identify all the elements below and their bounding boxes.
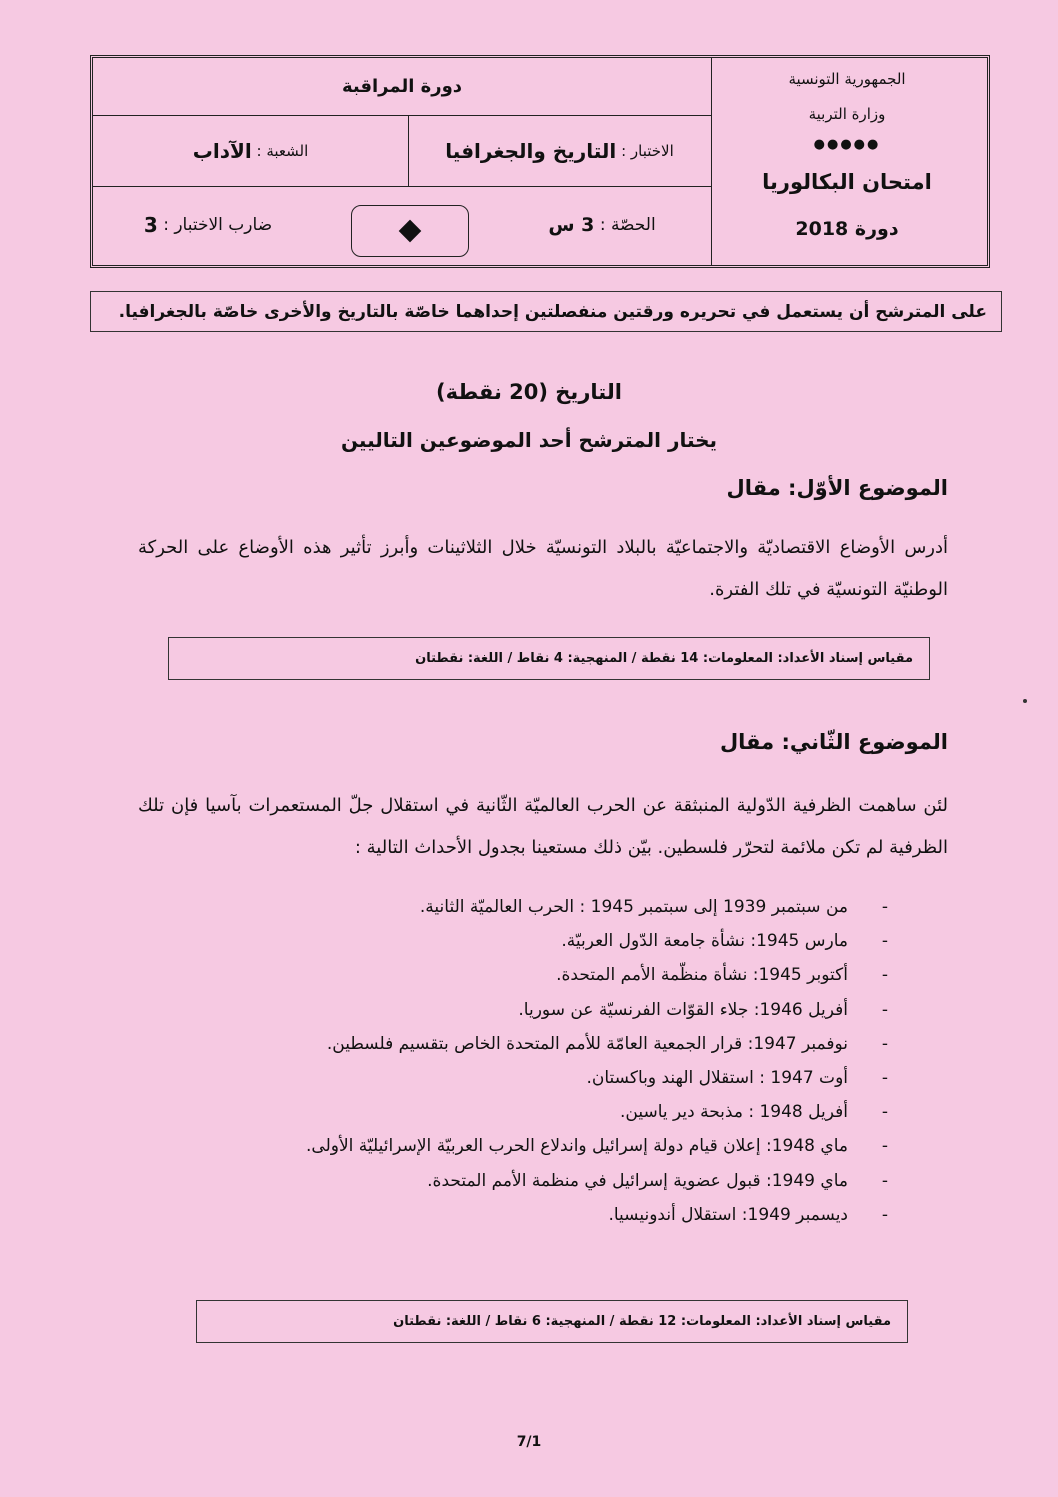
duration-cell [493, 186, 711, 264]
session-type: دورة المراقبة [341, 76, 463, 97]
event-text: مارس 1945: نشأة جامعة الدّول العربيّة. [561, 931, 848, 952]
notice-box [90, 291, 1002, 332]
subject-value: التاريخ والجغرافيا [445, 138, 617, 163]
subject1-criteria-box [168, 637, 930, 680]
event-text: أفريل 1948 : مذبحة دير ياسين. [619, 1102, 848, 1123]
scan-dot [1023, 699, 1027, 703]
country-name: الجمهورية التونسية [788, 70, 906, 88]
subject1-text: أدرس الأوضاع الاقتصاديّة والاجتماعيّة بالبلاد التونسيّة خلال الثلاثينات وأبرز تأثير هذه الأوضاع على الحركة الوطنيّة التونسيّة في تلك الفترة. [138, 537, 948, 600]
bullet-dash: - [881, 931, 888, 952]
subject2-criteria: مقياس إسناد الأعداد: المعلومات: 12 نقطة / المنهجية: 6 نقاط / اللغة: نقطتان [393, 1314, 891, 1329]
history-title: التاريخ (20 نقطة) [436, 380, 622, 404]
list-item [128, 1164, 888, 1198]
ministry-name: وزارة التربية [808, 105, 886, 123]
duration-label: الحصّة : [599, 215, 656, 235]
subject2-criteria-box [196, 1300, 908, 1343]
list-item [128, 958, 888, 992]
event-text: من سبتمبر 1939 إلى سبتمبر 1945 : الحرب العالميّة الثانية. [419, 897, 848, 917]
subject-label: الاختبار : [621, 141, 674, 160]
list-item [128, 1027, 888, 1061]
subject2-title: الموضوع الثّاني: مقال [719, 730, 948, 754]
bullet-dash: - [881, 1067, 888, 1088]
session-year: دورة 2018 [795, 218, 899, 240]
section-value: الآداب [192, 138, 252, 163]
event-text: ماي 1949: قبول عضوية إسرائيل في منظمة الأمم المتحدة. [427, 1170, 848, 1191]
event-text: نوفمبر 1947: قرار الجمعية العامّة للأمم المتحدة الخاص بتقسيم فلسطين. [326, 1033, 848, 1054]
history-instruction: يختار المترشح أحد الموضوعين التاليين [340, 428, 718, 452]
bullet-dash: - [881, 999, 888, 1020]
ministry-block [707, 58, 987, 265]
list-item [128, 924, 888, 958]
events-list [128, 890, 888, 1232]
event-text: ديسمبر 1949: استقلال أندونيسيا. [608, 1204, 848, 1225]
list-item [128, 890, 888, 924]
list-item [128, 1095, 888, 1129]
page-number: 7/1 [516, 1434, 542, 1450]
coefficient-cell [93, 186, 323, 264]
coefficient-label: ضارب الاختبار : [163, 215, 273, 235]
bullet-dash: - [881, 1170, 888, 1191]
bullet-dash: - [881, 1204, 888, 1225]
bullet-dash: - [881, 1136, 888, 1157]
list-item [128, 993, 888, 1027]
list-item [128, 1061, 888, 1095]
exam-name: امتحان البكالوريا [762, 170, 932, 194]
notice-text: على المترشح أن يستعمل في تحريره ورقتين منفصلتين إحداهما خاصّة بالتاريخ والأخرى خاصّة بالجغرافيا. [118, 301, 987, 322]
diamond-frame [351, 205, 469, 257]
event-text: أكتوبر 1945: نشأة منظّمة الأمم المتحدة. [556, 965, 848, 986]
section-label: الشعبة : [256, 141, 309, 160]
event-text: أفريل 1946: جلاء القوّات الفرنسيّة عن سوريا. [518, 999, 848, 1020]
event-text: أوت 1947 : استقلال الهند وباكستان. [586, 1067, 848, 1088]
subject-cell [408, 115, 711, 186]
event-text: ماي 1948: إعلان قيام دولة إسرائيل واندلاع الحرب العربيّة الإسرائيليّة الأولى. [306, 1136, 848, 1157]
coefficient-value: 3 [143, 213, 158, 237]
subject2-text: لئن ساهمت الظرفية الدّولية المنبثقة عن الحرب العالميّة الثّانية في استقلال جلّ المستعمرات بآسيا فإن تلك الظرفية لم تكن ملائمة لتحرّر فلسطين. بيّن ذلك مستعينا بجدول الأحداث التالية : [138, 795, 948, 858]
list-item [128, 1129, 888, 1163]
stars-decoration: ●●●●● [813, 137, 881, 152]
section-cell [93, 115, 408, 186]
list-item [128, 1198, 888, 1232]
diamond-icon [399, 220, 422, 243]
bullet-dash: - [881, 965, 888, 986]
exam-header-table [90, 55, 990, 268]
duration-value: 3 س [548, 214, 595, 236]
subject1-criteria: مقياس إسناد الأعداد: المعلومات: 14 نقطة / المنهجية: 4 نقاط / اللغة: نقطتان [415, 651, 913, 666]
bullet-dash: - [881, 897, 888, 917]
bullet-dash: - [881, 1033, 888, 1054]
bullet-dash: - [881, 1102, 888, 1123]
subject1-title: الموضوع الأوّل: مقال [726, 476, 948, 500]
